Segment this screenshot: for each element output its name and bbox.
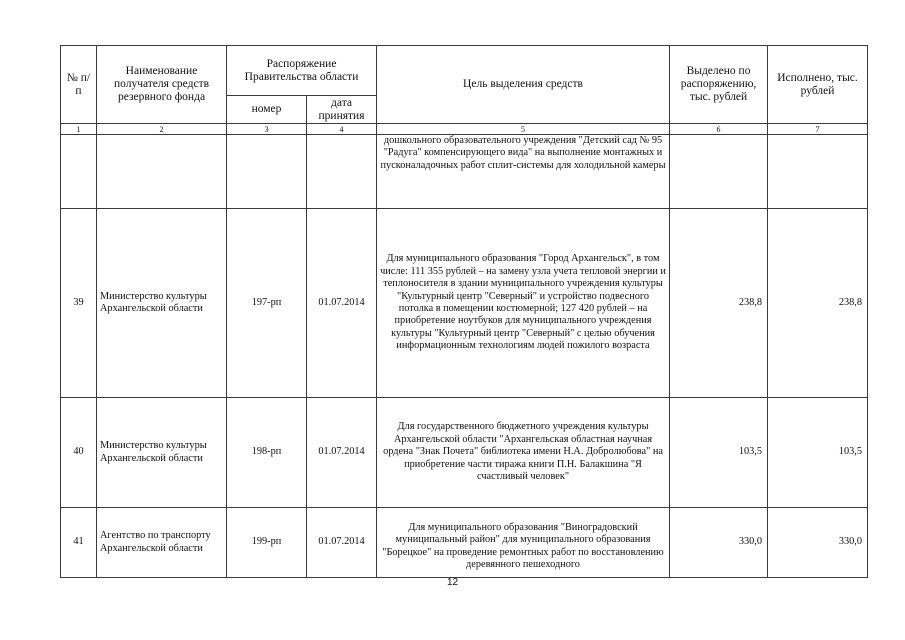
- table-row: [61, 135, 868, 209]
- table-row: [61, 398, 868, 508]
- header-recipient: Наименование получателя средств резервного фонда: [97, 46, 227, 124]
- page-number: 12: [446, 577, 459, 588]
- header-num: № п/п: [61, 46, 97, 124]
- row-recipient: Министерство культуры Архангельской области: [97, 209, 227, 398]
- column-index: 4: [307, 124, 377, 135]
- row-order-number: [227, 135, 307, 209]
- row-num: [61, 135, 97, 209]
- reserve-fund-table: [60, 45, 868, 578]
- header-order-number: номер: [227, 96, 307, 124]
- row-purpose: Для государственного бюджетного учреждения культуры Архангельской области "Архангельская областная научная ордена "Знак Почета" библиотека имени Н.А. Добролюбова" на приобретение части тиража книги П.Н. Балакшина "Я счастливый человек": [377, 398, 670, 508]
- column-index: 3: [227, 124, 307, 135]
- row-allocated: 103,5: [670, 398, 768, 508]
- header-allocated: Выделено по распоряжению, тыс. рублей: [670, 46, 768, 124]
- header-order-date: дата принятия: [307, 96, 377, 124]
- row-order-number: 197-рп: [227, 209, 307, 398]
- column-index: 7: [768, 124, 868, 135]
- column-index-row: [61, 124, 868, 135]
- row-order-date: 01.07.2014: [307, 508, 377, 578]
- row-order-number: 199-рп: [227, 508, 307, 578]
- row-num: 39: [61, 209, 97, 398]
- row-purpose: дошкольного образовательного учреждения "Детский сад № 95 "Радуга" компенсирующего вида" на выполнение монтажных и пусконаладочных работ сплит-системы для холодильной камеры: [377, 135, 670, 209]
- row-allocated: [670, 135, 768, 209]
- row-purpose: Для муниципального образования "Город Архангельск", в том числе: 111 355 рублей – на замену узла учета тепловой энергии и теплоносителя в здании муниципального учреждения культуры "Культурный центр "Северный" и устройство подвесного потолка в помещении костюмерной; 127 420 рублей – на приобретение ноутбуков для муниципального учреждения культуры "Культурный центр "Северный" с целью обучения информационным технологиям людей пожилого возраста: [377, 209, 670, 398]
- row-recipient: Министерство культуры Архангельской области: [97, 398, 227, 508]
- header-purpose: Цель выделения средств: [377, 46, 670, 124]
- row-purpose: Для муниципального образования "Виноградовский муниципальный район" для муниципального образования "Борецкое" на проведение ремонтных работ по восстановлению деревянного пешеходного: [377, 508, 670, 578]
- row-allocated: 238,8: [670, 209, 768, 398]
- row-order-date: [307, 135, 377, 209]
- row-order-date: 01.07.2014: [307, 209, 377, 398]
- table-row: [61, 508, 868, 578]
- row-recipient: Агентство по транспорту Архангельской области: [97, 508, 227, 578]
- row-num: 41: [61, 508, 97, 578]
- column-index: 5: [377, 124, 670, 135]
- column-index: 1: [61, 124, 97, 135]
- header-order: Распоряжение Правительства области: [227, 46, 377, 96]
- column-index: 6: [670, 124, 768, 135]
- column-index: 2: [97, 124, 227, 135]
- row-order-number: 198-рп: [227, 398, 307, 508]
- table-row: [61, 209, 868, 398]
- header-executed: Исполнено, тыс. рублей: [768, 46, 868, 124]
- row-allocated: 330,0: [670, 508, 768, 578]
- row-recipient: [97, 135, 227, 209]
- row-order-date: 01.07.2014: [307, 398, 377, 508]
- row-num: 40: [61, 398, 97, 508]
- row-executed: 238,8: [768, 209, 868, 398]
- row-executed: 103,5: [768, 398, 868, 508]
- row-executed: 330,0: [768, 508, 868, 578]
- row-executed: [768, 135, 868, 209]
